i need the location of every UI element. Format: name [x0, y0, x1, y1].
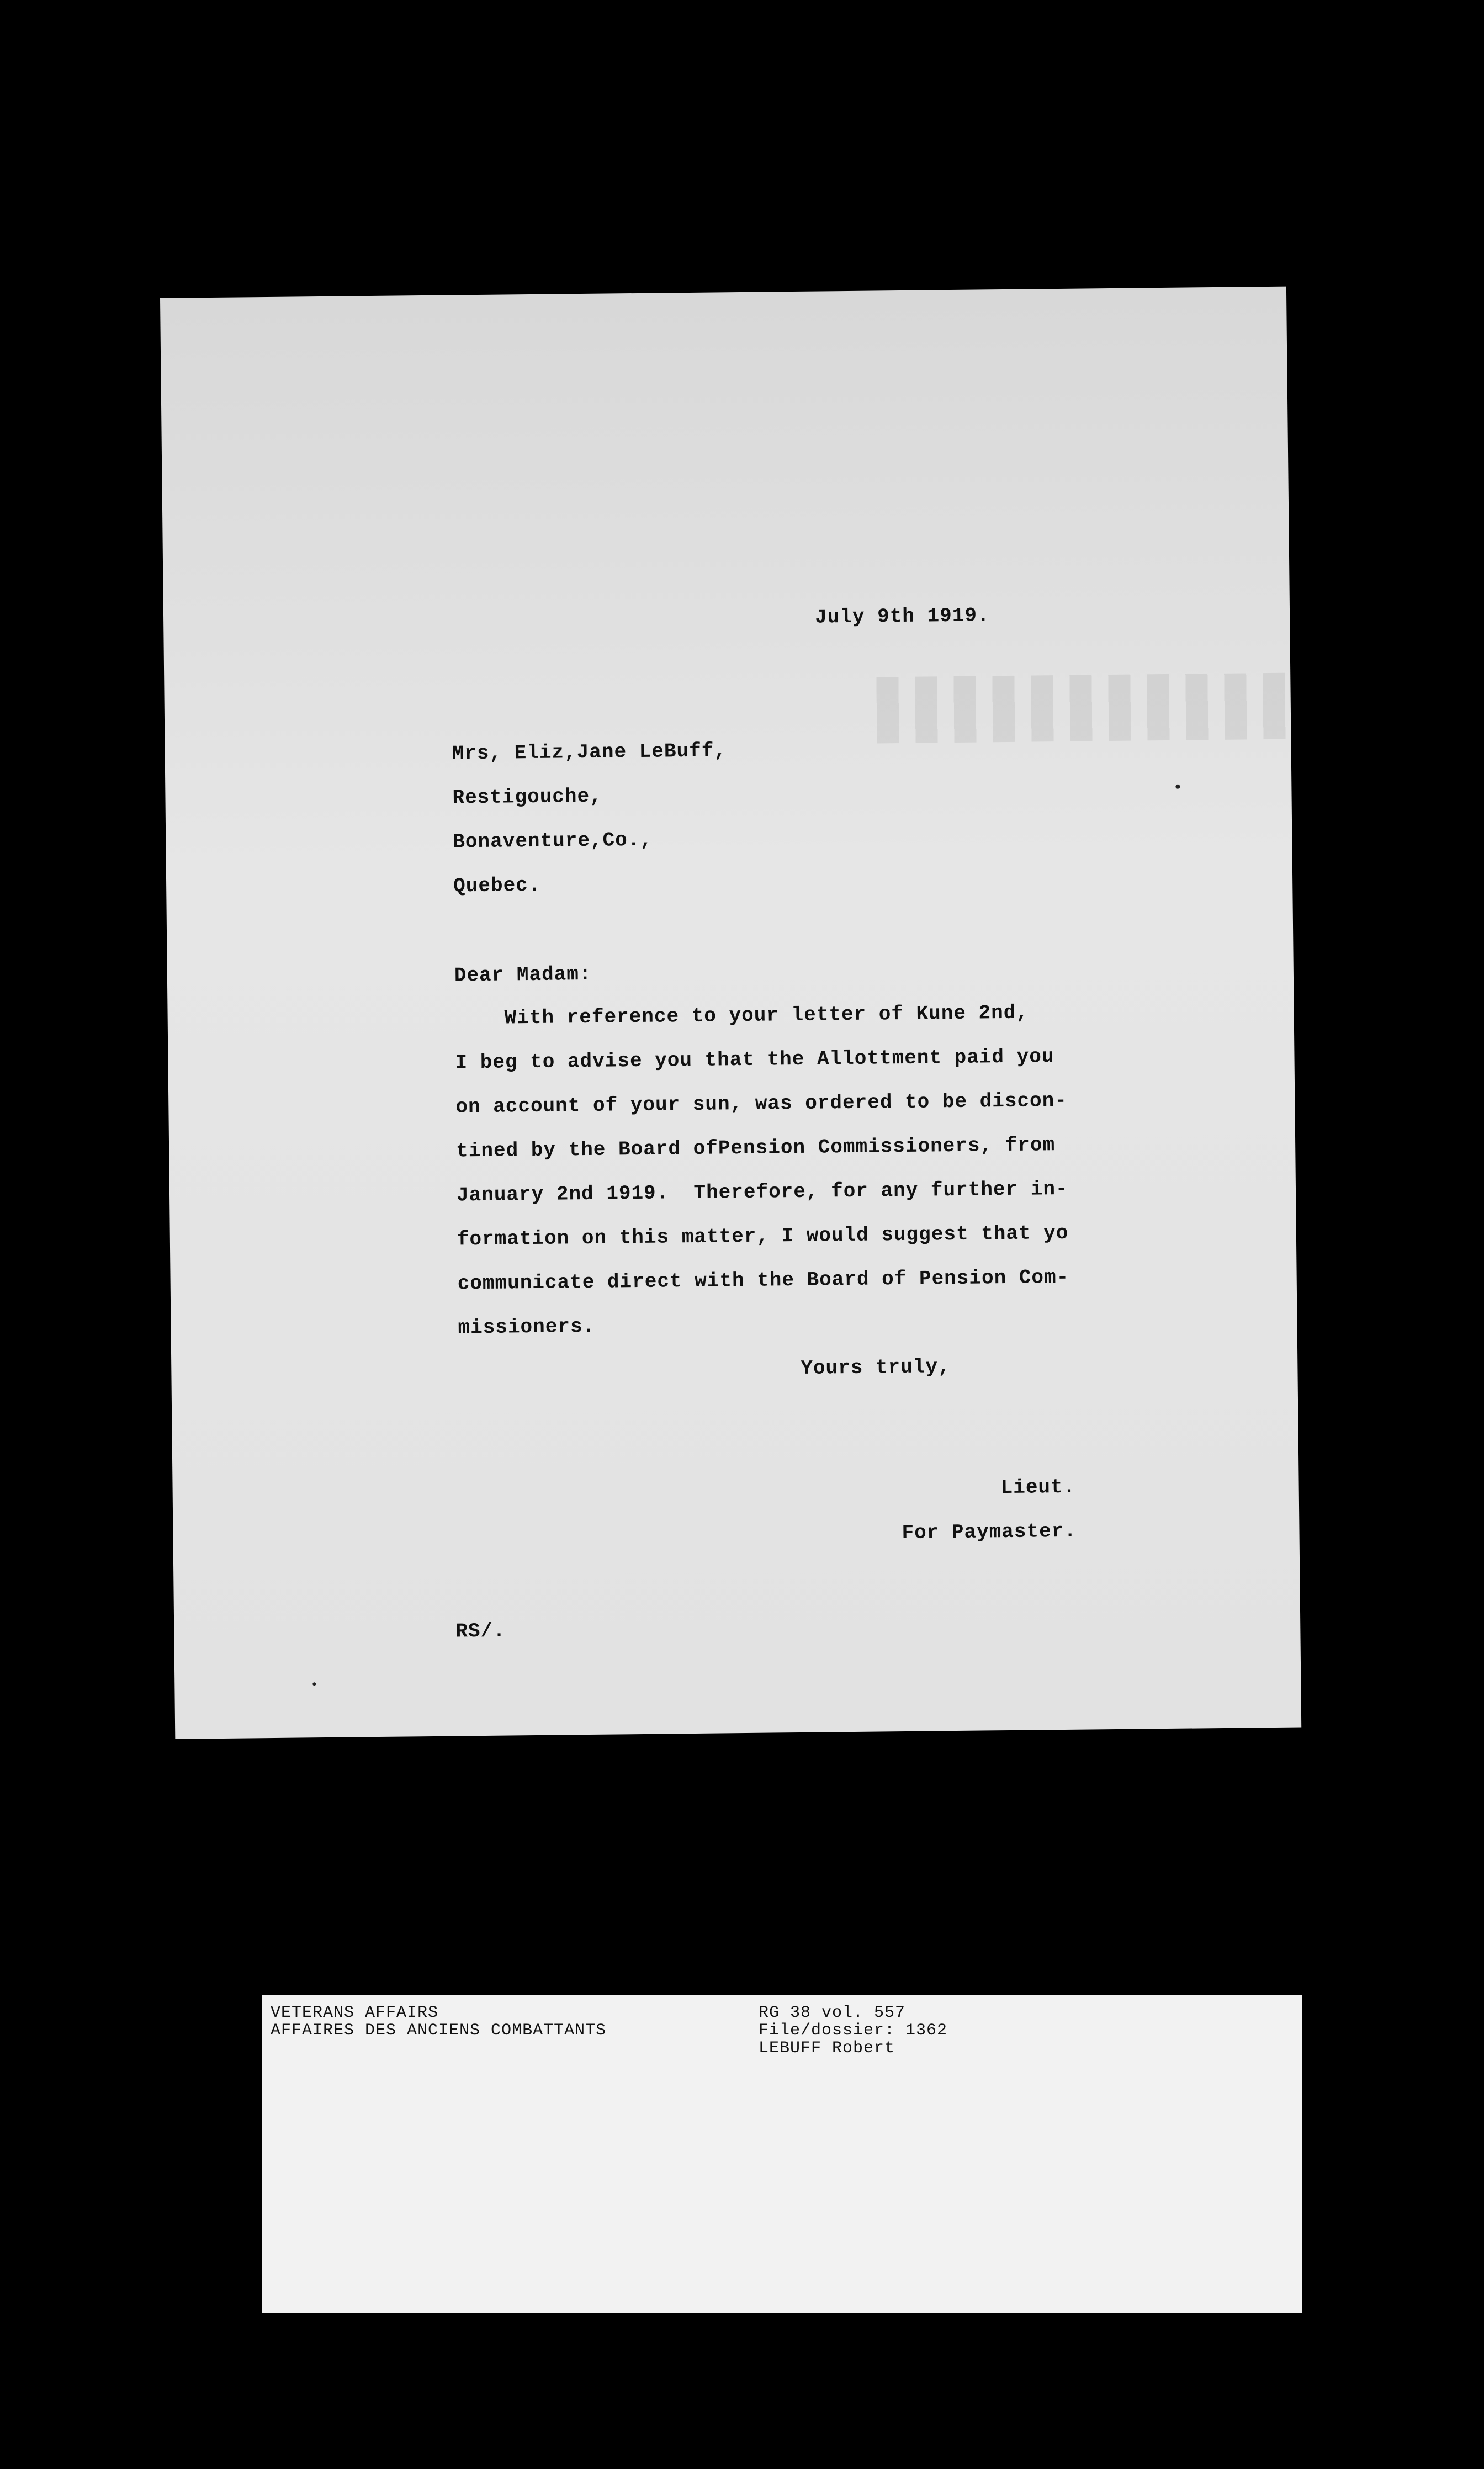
archive-dept-fr: AFFAIRES DES ANCIENS COMBATTANTS [271, 2021, 607, 2040]
body-line-8: missioners. [458, 1315, 596, 1339]
letter-page [160, 287, 1301, 1739]
body-line-7: communicate direct with the Board of Pension Com- [457, 1265, 1069, 1295]
address-line-4: Quebec. [453, 873, 541, 898]
body-line-5: January 2nd 1919. Therefore, for any further in- [456, 1177, 1068, 1207]
body-line-2: I beg to advise you that the Allottment paid you [455, 1045, 1054, 1074]
salutation: Dear Madam: [454, 962, 592, 987]
archive-dept-en: VETERANS AFFAIRS [271, 2004, 439, 2022]
archive-person-name: LEBUFF Robert [759, 2039, 895, 2058]
signature-rank: Lieut. [1000, 1475, 1076, 1500]
body-line-3: on account of your sun, was ordered to be discon- [455, 1089, 1068, 1119]
archive-file-number: File/dossier: 1362 [759, 2021, 948, 2040]
body-line-6: formation on this matter, I would suggest that yo [457, 1221, 1069, 1251]
paper-speck [1175, 785, 1180, 789]
letterhead-watermark [876, 672, 1296, 743]
typist-initials: RS/. [455, 1619, 506, 1643]
archive-label-card [262, 1995, 1302, 2313]
address-line-3: Bonaventure,Co., [453, 828, 653, 854]
address-line-2: Restigouche, [452, 785, 602, 809]
body-line-1: With reference to your letter of Kune 2nd, [504, 1001, 1029, 1030]
signature-for: For Paymaster. [902, 1519, 1077, 1545]
closing: Yours truly, [801, 1355, 951, 1380]
paper-speck [312, 1682, 316, 1686]
letter-date: July 9th 1919. [814, 604, 990, 629]
body-line-4: tined by the Board ofPension Commissioners, from [455, 1133, 1056, 1163]
address-line-1: Mrs, Eliz,Jane LeBuff, [452, 739, 727, 765]
archive-reference: RG 38 vol. 557 [759, 2004, 906, 2022]
